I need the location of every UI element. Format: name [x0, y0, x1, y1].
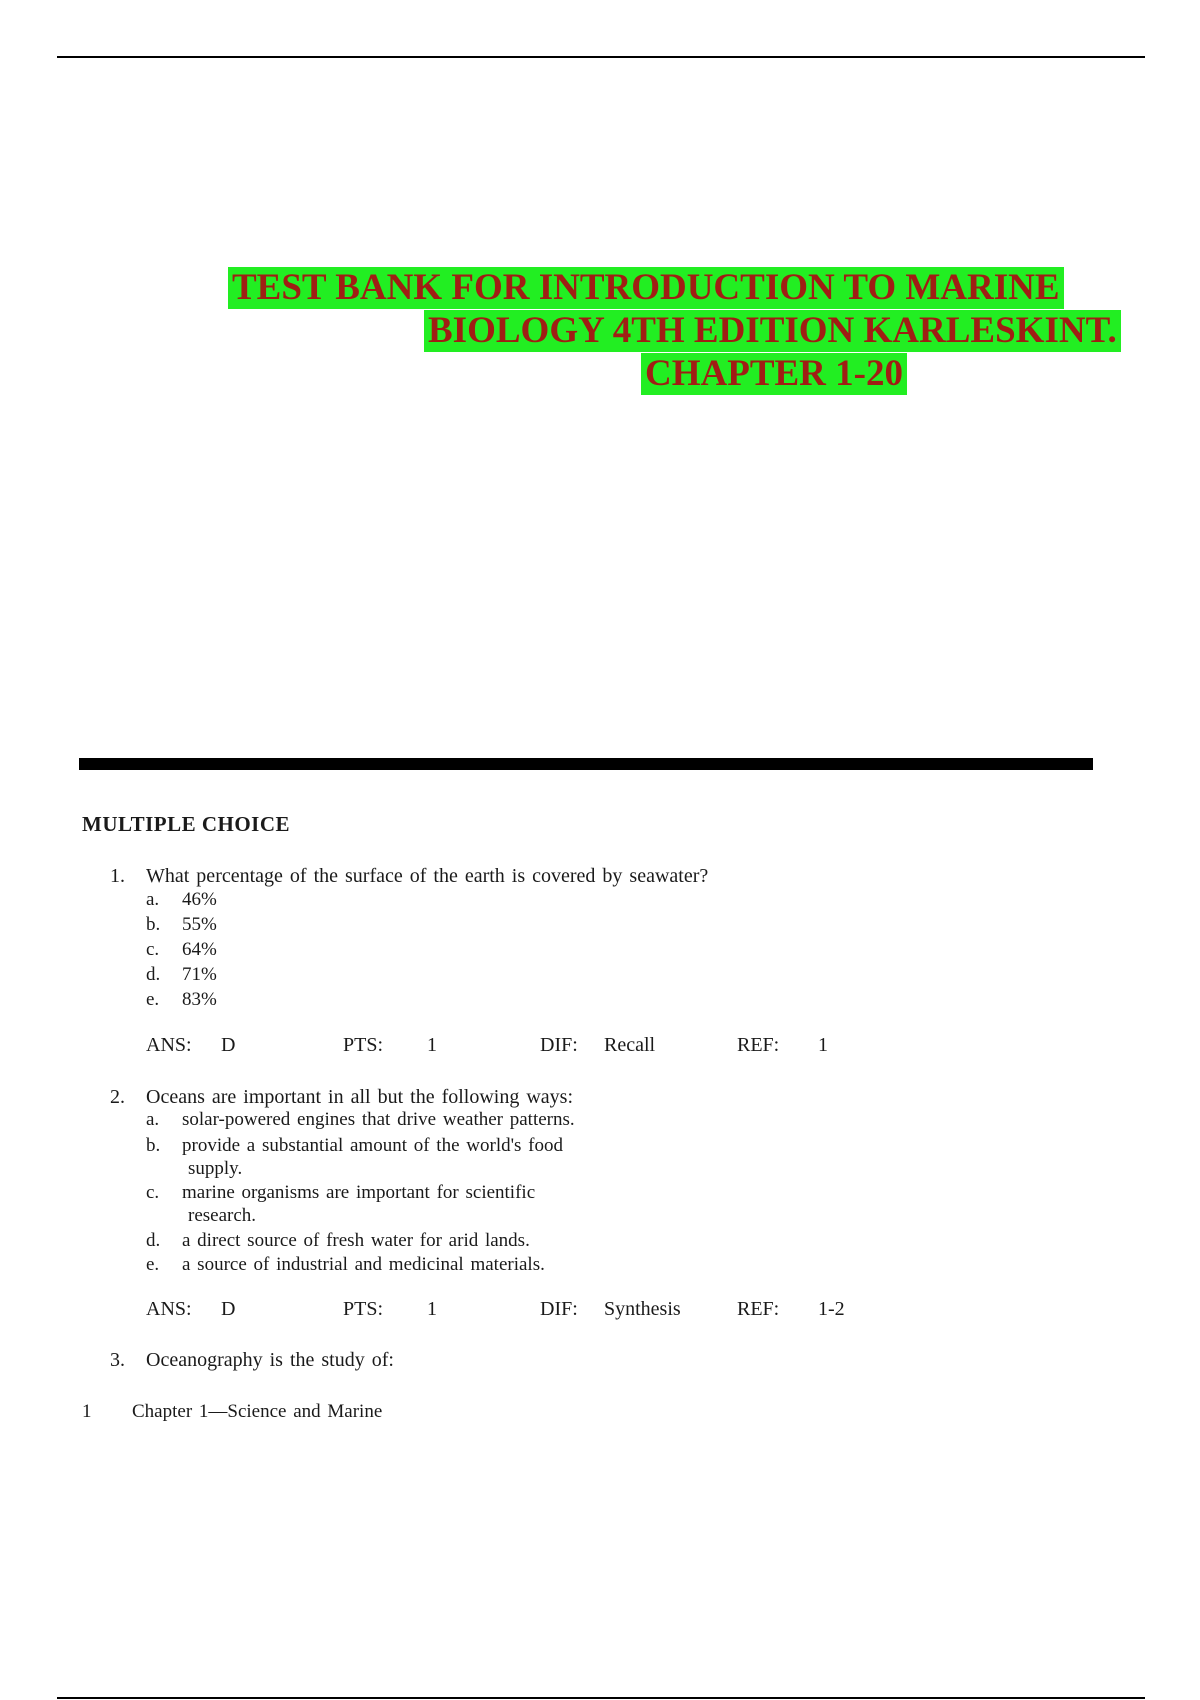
pts-label: PTS: — [343, 1034, 384, 1056]
ref-label: REF: — [737, 1034, 780, 1056]
option-text: provide a substantial amount of the world's food — [182, 1135, 563, 1156]
option-text: 64% — [182, 939, 217, 960]
option-text: a source of industrial and medicinal materials. — [182, 1254, 545, 1275]
question-1 — [110, 864, 708, 888]
option-text: a direct source of fresh water for arid lands. — [182, 1230, 530, 1251]
question-text: Oceans are important in all but the following ways: — [146, 1086, 574, 1108]
footer-page-number: 1 — [82, 1401, 92, 1422]
section-divider — [79, 758, 1093, 770]
ref-value: 1 — [818, 1034, 828, 1056]
option-text: 83% — [182, 989, 217, 1010]
option-letter: c. — [146, 939, 160, 960]
question-number: 2. — [110, 1086, 125, 1108]
title-line-2: BIOLOGY 4TH EDITION KARLESKINT. — [424, 310, 1121, 352]
option-text: 71% — [182, 964, 217, 985]
pts-value: 1 — [427, 1298, 437, 1320]
question-text: What percentage of the surface of the earth is covered by seawater? — [146, 865, 709, 887]
option-letter: a. — [146, 1109, 160, 1130]
option-text: solar-powered engines that drive weather patterns. — [182, 1109, 575, 1130]
question-number: 3. — [110, 1349, 125, 1371]
ans-value: D — [221, 1298, 236, 1320]
question-3 — [110, 1348, 394, 1372]
option-text: 55% — [182, 914, 217, 935]
dif-label: DIF: — [540, 1034, 578, 1056]
dif-label: DIF: — [540, 1298, 578, 1320]
ans-label: ANS: — [146, 1034, 192, 1056]
dif-value: Recall — [604, 1034, 656, 1056]
option-continuation: supply. — [188, 1158, 243, 1179]
option-letter: a. — [146, 889, 160, 910]
pts-label: PTS: — [343, 1298, 384, 1320]
option-letter: c. — [146, 1182, 160, 1203]
footer-chapter-title: Chapter 1—Science and Marine — [132, 1401, 383, 1422]
option-letter: d. — [146, 964, 161, 985]
option-letter: b. — [146, 1135, 161, 1156]
ref-label: REF: — [737, 1298, 780, 1320]
question-number: 1. — [110, 865, 125, 887]
title-line-1: TEST BANK FOR INTRODUCTION TO MARINE — [228, 267, 1064, 309]
ans-label: ANS: — [146, 1298, 192, 1320]
question-2 — [110, 1085, 573, 1109]
ans-value: D — [221, 1034, 236, 1056]
bottom-rule — [57, 1697, 1145, 1699]
option-text: 46% — [182, 889, 217, 910]
title-line-3: CHAPTER 1-20 — [641, 353, 907, 395]
question-text: Oceanography is the study of: — [146, 1349, 394, 1371]
option-letter: b. — [146, 914, 161, 935]
option-letter: e. — [146, 989, 160, 1010]
ref-value: 1-2 — [818, 1298, 845, 1320]
section-heading: MULTIPLE CHOICE — [82, 812, 291, 836]
option-text: marine organisms are important for scientific — [182, 1182, 536, 1203]
pts-value: 1 — [427, 1034, 437, 1056]
dif-value: Synthesis — [604, 1298, 681, 1320]
top-rule — [57, 56, 1145, 58]
option-letter: e. — [146, 1254, 160, 1275]
option-letter: d. — [146, 1230, 161, 1251]
option-continuation: research. — [188, 1205, 257, 1226]
